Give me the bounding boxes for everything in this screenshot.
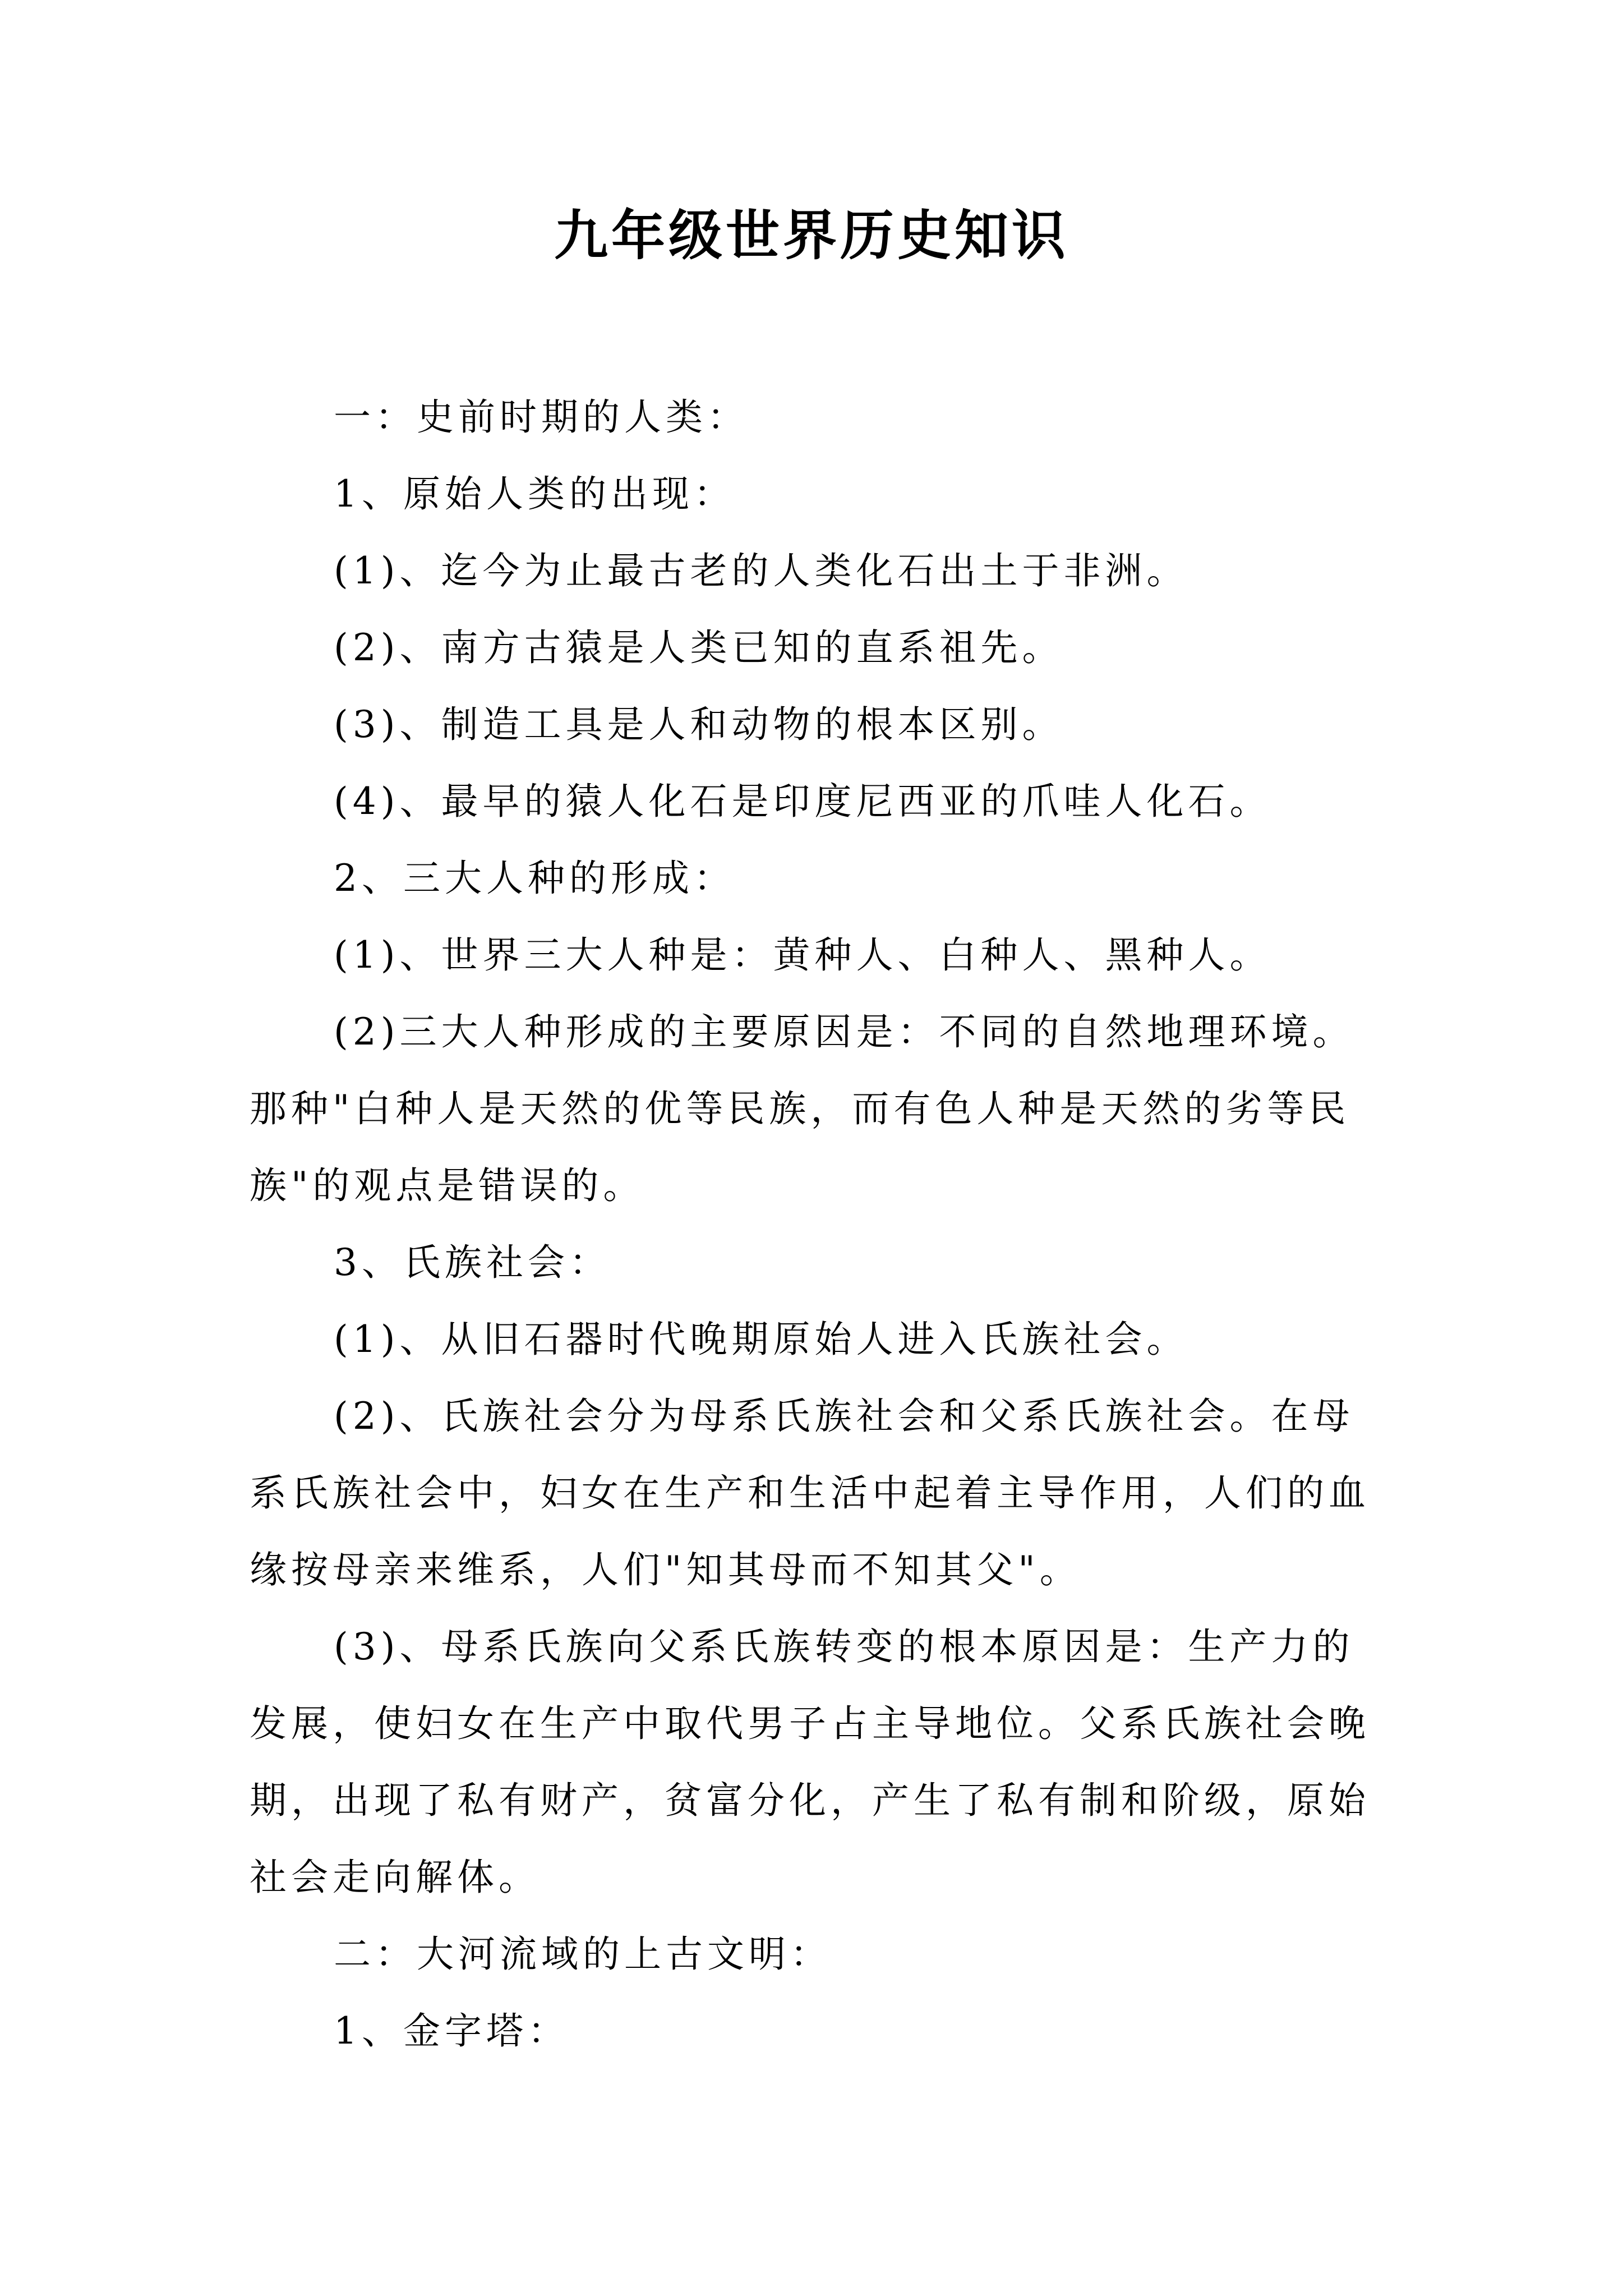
document-title: 九年级世界历史知识: [554, 204, 1069, 267]
subsection-heading: 2、三大人种的形成：: [334, 857, 735, 900]
list-item: (1)、世界三大人种是：黄种人、白种人、黑种人。: [334, 933, 1271, 977]
section-heading: 一：史前时期的人类：: [334, 395, 749, 439]
list-item: (3)、制造工具是人和动物的根本区别。: [334, 703, 1064, 746]
subsection-heading: 1、原始人类的出现：: [334, 472, 735, 516]
list-item: (1)、从旧石器时代晚期原始人进入氏族社会。: [334, 1318, 1188, 1361]
list-item: (3)、母系氏族向父系氏族转变的根本原因是：生产力的发展，使妇女在生产中取代男子占主导地位。父系氏族社会晚期，出现了私有财产，贫富分化，产生了私有制和阶级，原始社会走向解体。: [250, 1625, 1370, 1899]
section-heading: 二：大河流域的上古文明：: [334, 1932, 832, 1976]
subsection-heading: 3、氏族社会：: [334, 1241, 611, 1284]
subsection-heading: 1、金字塔：: [334, 2009, 569, 2053]
list-item: (2)、南方古猿是人类已知的直系祖先。: [334, 626, 1064, 669]
list-item: (2)三大人种形成的主要原因是：不同的自然地理环境。那种"白种人是天然的优等民族，而有色人种是天然的劣等民族"的观点是错误的。: [250, 1010, 1354, 1207]
list-item: (4)、最早的猿人化石是印度尼西亚的爪哇人化石。: [334, 780, 1271, 823]
list-item: (1)、迄今为止最古老的人类化石出土于非洲。: [334, 549, 1188, 592]
list-item: (2)、氏族社会分为母系氏族社会和父系氏族社会。在母系氏族社会中，妇女在生产和生活中起着主导作用，人们的血缘按母亲来维系，人们"知其母而不知其父"。: [250, 1395, 1370, 1591]
document-body: [250, 379, 1394, 2069]
